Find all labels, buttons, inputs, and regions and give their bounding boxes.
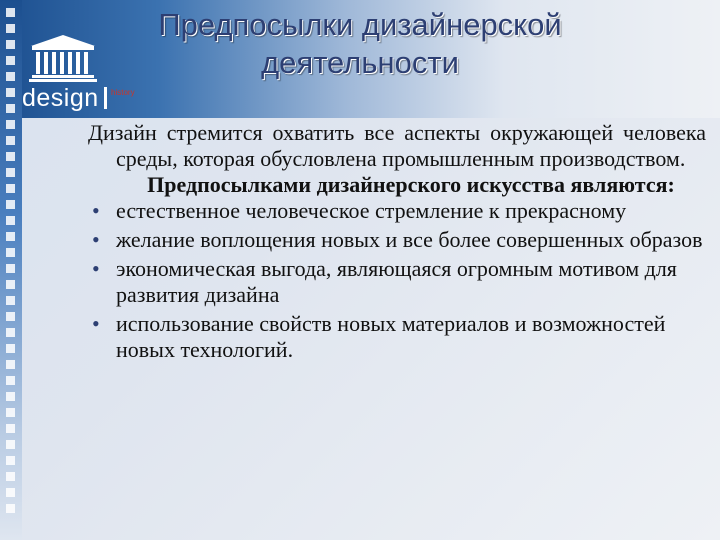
- decorative-square: [6, 456, 15, 465]
- decorative-square: [6, 8, 15, 17]
- list-item: [88, 198, 706, 224]
- list-item-text: желание воплощения новых и все более совершенных образов: [116, 227, 703, 252]
- list-item-text: естественное человеческое стремление к прекрасному: [116, 198, 627, 223]
- intro-paragraph: Дизайн стремится охватить все аспекты окружающей человека среды, которая обусловлена промышленным производством.: [88, 120, 706, 171]
- bullet-icon: •: [92, 256, 100, 281]
- logo-subtext: history: [111, 88, 135, 97]
- decorative-square: [6, 120, 15, 129]
- decorative-square: [6, 72, 15, 81]
- bullet-icon: •: [92, 198, 100, 223]
- decorative-square: [6, 40, 15, 49]
- decorative-square: [6, 216, 15, 225]
- decorative-square: [6, 56, 15, 65]
- decorative-square: [6, 424, 15, 433]
- list-item: [88, 311, 706, 363]
- decorative-square: [6, 328, 15, 337]
- temple-icon: [28, 34, 98, 82]
- decorative-square: [6, 200, 15, 209]
- decorative-square: [6, 184, 15, 193]
- decorative-squares: [3, 8, 19, 520]
- decorative-square: [6, 264, 15, 273]
- decorative-square: [6, 248, 15, 257]
- list-item-text: использование свойств новых материалов и возможностей новых технологий.: [116, 311, 666, 362]
- bullet-icon: •: [92, 311, 100, 336]
- logo-divider: [104, 87, 107, 109]
- list-item: [88, 227, 706, 253]
- decorative-square: [6, 376, 15, 385]
- decorative-square: [6, 296, 15, 305]
- decorative-square: [6, 24, 15, 33]
- decorative-square: [6, 136, 15, 145]
- decorative-square: [6, 168, 15, 177]
- decorative-square: [6, 408, 15, 417]
- lead-heading: Предпосылками дизайнерского искусства являются:: [147, 172, 675, 197]
- decorative-square: [6, 472, 15, 481]
- bullet-list: [88, 198, 706, 363]
- decorative-square: [6, 488, 15, 497]
- list-item: [88, 256, 706, 308]
- list-item-text: экономическая выгода, являющаяся огромным мотивом для развития дизайна: [116, 256, 677, 307]
- decorative-square: [6, 104, 15, 113]
- logo-text: design: [22, 84, 99, 112]
- decorative-square: [6, 392, 15, 401]
- decorative-square: [6, 312, 15, 321]
- decorative-square: [6, 232, 15, 241]
- decorative-square: [6, 88, 15, 97]
- decorative-square: [6, 344, 15, 353]
- decorative-square: [6, 280, 15, 289]
- slide-body: [88, 120, 706, 366]
- decorative-square: [6, 504, 15, 513]
- decorative-square: [6, 152, 15, 161]
- decorative-square: [6, 440, 15, 449]
- bullet-icon: •: [92, 227, 100, 252]
- decorative-square: [6, 360, 15, 369]
- slide-title: Предпосылки дизайнерской деятельности: [158, 7, 562, 80]
